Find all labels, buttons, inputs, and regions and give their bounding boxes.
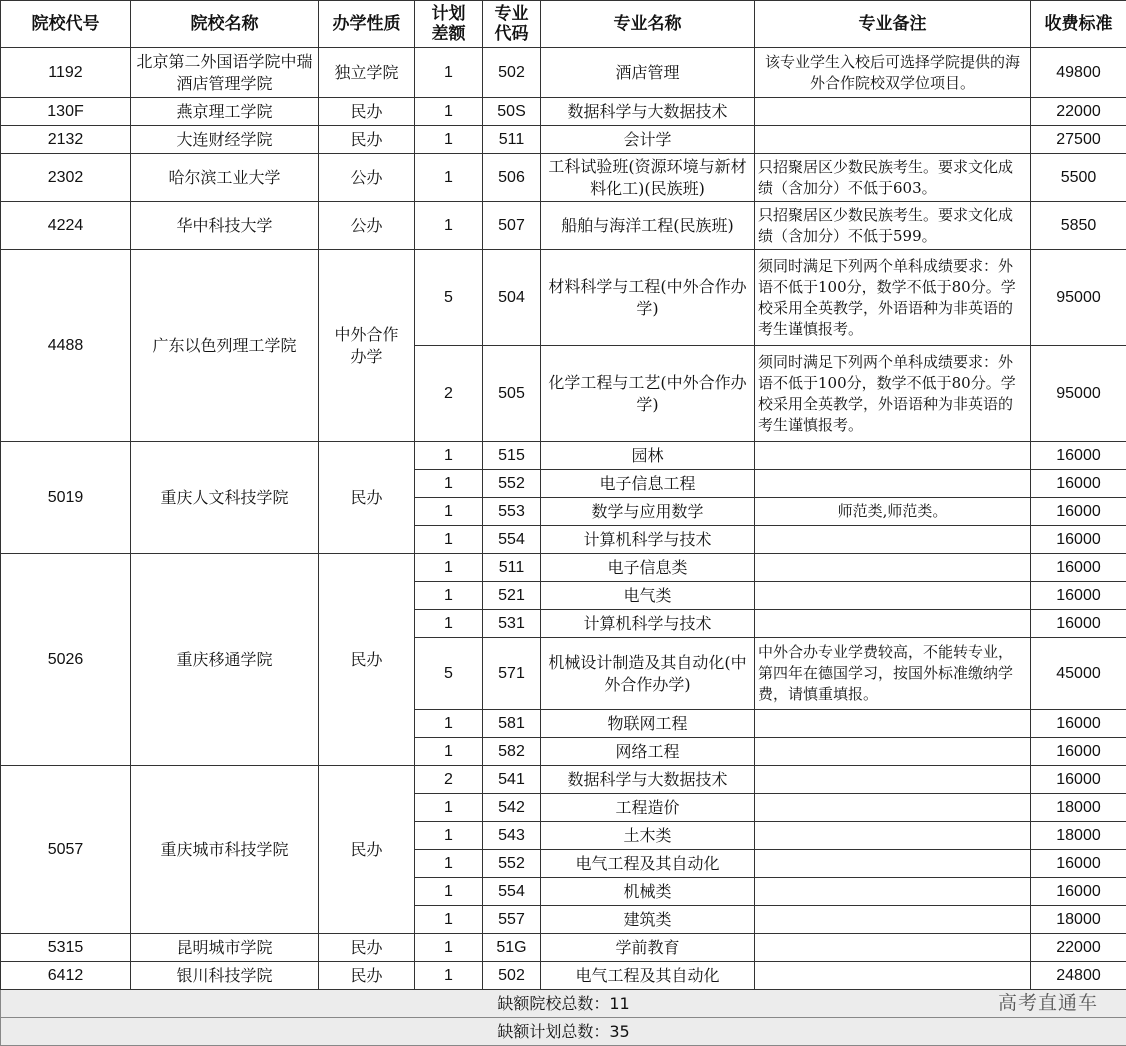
major-note [755, 126, 1031, 154]
major-code: 511 [483, 126, 541, 154]
fee: 16000 [1031, 850, 1126, 878]
major-code: 557 [483, 906, 541, 934]
school-name: 昆明城市学院 [131, 934, 319, 962]
major-note: 只招聚居区少数民族考生。要求文化成绩（含加分）不低于603。 [755, 154, 1031, 202]
total-schools: 缺额院校总数：11 [1, 990, 1126, 1018]
major-name: 化学工程与工艺(中外合作办学) [541, 346, 755, 442]
fee: 95000 [1031, 346, 1126, 442]
major-code: 502 [483, 48, 541, 98]
table-row [1, 766, 1126, 794]
major-code: 542 [483, 794, 541, 822]
plan-gap: 1 [415, 442, 483, 470]
school-name: 重庆人文科技学院 [131, 442, 319, 554]
major-code: 553 [483, 498, 541, 526]
major-code: 505 [483, 346, 541, 442]
major-code: 502 [483, 962, 541, 990]
school-nature: 独立学院 [319, 48, 415, 98]
school-nature: 公办 [319, 154, 415, 202]
school-nature: 民办 [319, 962, 415, 990]
school-name: 哈尔滨工业大学 [131, 154, 319, 202]
school-code: 5019 [1, 442, 131, 554]
major-name: 数据科学与大数据技术 [541, 98, 755, 126]
major-name: 计算机科学与技术 [541, 610, 755, 638]
school-name: 重庆移通学院 [131, 554, 319, 766]
major-name: 工程造价 [541, 794, 755, 822]
major-code: 552 [483, 850, 541, 878]
plan-gap: 1 [415, 934, 483, 962]
fee: 95000 [1031, 250, 1126, 346]
major-name: 电气工程及其自动化 [541, 850, 755, 878]
fee: 5500 [1031, 154, 1126, 202]
major-name: 园林 [541, 442, 755, 470]
plan-gap: 1 [415, 878, 483, 906]
major-note [755, 738, 1031, 766]
table-row [1, 962, 1126, 990]
major-code: 515 [483, 442, 541, 470]
major-code: 506 [483, 154, 541, 202]
major-name: 电气类 [541, 582, 755, 610]
plan-gap: 1 [415, 98, 483, 126]
col-header-fee: 收费标准 [1031, 1, 1126, 48]
major-name: 网络工程 [541, 738, 755, 766]
fee: 16000 [1031, 610, 1126, 638]
plan-gap: 1 [415, 710, 483, 738]
fee: 16000 [1031, 766, 1126, 794]
major-name: 计算机科学与技术 [541, 526, 755, 554]
watermark: 高考直通车 [998, 988, 1098, 1015]
major-name: 船舶与海洋工程(民族班) [541, 202, 755, 250]
major-note [755, 878, 1031, 906]
school-name: 重庆城市科技学院 [131, 766, 319, 934]
school-nature: 民办 [319, 934, 415, 962]
fee: 16000 [1031, 878, 1126, 906]
plan-gap: 1 [415, 822, 483, 850]
fee: 16000 [1031, 442, 1126, 470]
major-note [755, 906, 1031, 934]
major-note [755, 554, 1031, 582]
total-plans: 缺额计划总数：35 [1, 1018, 1126, 1046]
school-code: 2132 [1, 126, 131, 154]
fee: 16000 [1031, 710, 1126, 738]
major-name: 机械类 [541, 878, 755, 906]
major-name: 会计学 [541, 126, 755, 154]
plan-gap: 1 [415, 962, 483, 990]
plan-gap: 1 [415, 154, 483, 202]
major-name: 机械设计制造及其自动化(中外合作办学) [541, 638, 755, 710]
major-name: 土木类 [541, 822, 755, 850]
major-note [755, 934, 1031, 962]
fee: 16000 [1031, 526, 1126, 554]
major-name: 建筑类 [541, 906, 755, 934]
major-note: 只招聚居区少数民族考生。要求文化成绩（含加分）不低于599。 [755, 202, 1031, 250]
col-header-major-code: 专业代码 [483, 1, 541, 48]
school-name: 银川科技学院 [131, 962, 319, 990]
school-nature: 民办 [319, 766, 415, 934]
plan-gap: 1 [415, 906, 483, 934]
fee: 5850 [1031, 202, 1126, 250]
school-nature: 中外合作办学 [319, 250, 415, 442]
school-code: 1192 [1, 48, 131, 98]
major-name: 学前教育 [541, 934, 755, 962]
major-note: 须同时满足下列两个单科成绩要求：外语不低于100分，数学不低于80分。学校采用全英教学，外语语种为非英语的考生谨慎报考。 [755, 346, 1031, 442]
major-note [755, 98, 1031, 126]
footer-row [1, 990, 1126, 1018]
major-name: 材料科学与工程(中外合作办学) [541, 250, 755, 346]
plan-gap: 1 [415, 498, 483, 526]
school-name: 燕京理工学院 [131, 98, 319, 126]
major-code: 541 [483, 766, 541, 794]
school-name: 华中科技大学 [131, 202, 319, 250]
col-header-school-code: 院校代号 [1, 1, 131, 48]
major-name: 物联网工程 [541, 710, 755, 738]
major-note [755, 850, 1031, 878]
major-code: 511 [483, 554, 541, 582]
table-row [1, 98, 1126, 126]
major-note [755, 710, 1031, 738]
major-name: 电子信息类 [541, 554, 755, 582]
fee: 45000 [1031, 638, 1126, 710]
major-code: 50S [483, 98, 541, 126]
major-name: 数据科学与大数据技术 [541, 766, 755, 794]
plan-gap: 1 [415, 610, 483, 638]
major-code: 581 [483, 710, 541, 738]
plan-gap: 2 [415, 766, 483, 794]
school-code: 6412 [1, 962, 131, 990]
major-note [755, 962, 1031, 990]
footer-row [1, 1018, 1126, 1046]
plan-gap: 2 [415, 346, 483, 442]
plan-gap: 1 [415, 554, 483, 582]
header-row [1, 1, 1126, 48]
major-code: 582 [483, 738, 541, 766]
school-name: 北京第二外国语学院中瑞酒店管理学院 [131, 48, 319, 98]
table-row [1, 250, 1126, 346]
plan-gap: 1 [415, 850, 483, 878]
school-nature: 公办 [319, 202, 415, 250]
major-code: 554 [483, 878, 541, 906]
major-code: 521 [483, 582, 541, 610]
major-note [755, 822, 1031, 850]
plan-gap: 1 [415, 202, 483, 250]
school-code: 5026 [1, 554, 131, 766]
major-note [755, 470, 1031, 498]
table-row [1, 126, 1126, 154]
plan-gap: 1 [415, 582, 483, 610]
major-note: 该专业学生入校后可选择学院提供的海外合作院校双学位项目。 [755, 48, 1031, 98]
col-header-plan-gap: 计划差额 [415, 1, 483, 48]
fee: 22000 [1031, 98, 1126, 126]
school-code: 5315 [1, 934, 131, 962]
school-nature: 民办 [319, 98, 415, 126]
fee: 16000 [1031, 582, 1126, 610]
fee: 18000 [1031, 794, 1126, 822]
fee: 18000 [1031, 906, 1126, 934]
major-name: 工科试验班(资源环境与新材料化工)(民族班) [541, 154, 755, 202]
major-code: 531 [483, 610, 541, 638]
table-row [1, 48, 1126, 98]
major-note: 须同时满足下列两个单科成绩要求：外语不低于100分，数学不低于80分。学校采用全英教学，外语语种为非英语的考生谨慎报考。 [755, 250, 1031, 346]
plan-gap: 1 [415, 794, 483, 822]
major-note: 师范类,师范类。 [755, 498, 1031, 526]
school-code: 2302 [1, 154, 131, 202]
major-name: 数学与应用数学 [541, 498, 755, 526]
plan-gap: 1 [415, 126, 483, 154]
major-code: 552 [483, 470, 541, 498]
major-code: 51G [483, 934, 541, 962]
col-header-school-name: 院校名称 [131, 1, 319, 48]
fee: 27500 [1031, 126, 1126, 154]
table-row [1, 202, 1126, 250]
major-code: 543 [483, 822, 541, 850]
table-row [1, 554, 1126, 582]
fee: 16000 [1031, 738, 1126, 766]
major-note: 中外合办专业学费较高，不能转专业，第四年在德国学习，按国外标准缴纳学费，请慎重填报。 [755, 638, 1031, 710]
major-note [755, 610, 1031, 638]
plan-gap: 5 [415, 638, 483, 710]
major-note [755, 526, 1031, 554]
major-note [755, 794, 1031, 822]
major-name: 酒店管理 [541, 48, 755, 98]
fee: 22000 [1031, 934, 1126, 962]
plan-gap: 1 [415, 48, 483, 98]
fee: 24800 [1031, 962, 1126, 990]
school-code: 4224 [1, 202, 131, 250]
school-name: 大连财经学院 [131, 126, 319, 154]
table-row [1, 442, 1126, 470]
school-name: 广东以色列理工学院 [131, 250, 319, 442]
fee: 49800 [1031, 48, 1126, 98]
table-row [1, 154, 1126, 202]
col-header-nature: 办学性质 [319, 1, 415, 48]
plan-gap: 1 [415, 470, 483, 498]
plan-gap: 1 [415, 526, 483, 554]
major-note [755, 766, 1031, 794]
major-note [755, 582, 1031, 610]
school-nature: 民办 [319, 126, 415, 154]
fee: 18000 [1031, 822, 1126, 850]
major-code: 507 [483, 202, 541, 250]
col-header-major-name: 专业名称 [541, 1, 755, 48]
fee: 16000 [1031, 554, 1126, 582]
major-name: 电气工程及其自动化 [541, 962, 755, 990]
major-code: 554 [483, 526, 541, 554]
major-note [755, 442, 1031, 470]
plan-gap: 5 [415, 250, 483, 346]
col-header-major-note: 专业备注 [755, 1, 1031, 48]
table-row [1, 934, 1126, 962]
plan-gap: 1 [415, 738, 483, 766]
school-code: 130F [1, 98, 131, 126]
major-code: 571 [483, 638, 541, 710]
major-name: 电子信息工程 [541, 470, 755, 498]
major-code: 504 [483, 250, 541, 346]
fee: 16000 [1031, 470, 1126, 498]
school-nature: 民办 [319, 442, 415, 554]
school-code: 5057 [1, 766, 131, 934]
school-nature: 民办 [319, 554, 415, 766]
school-code: 4488 [1, 250, 131, 442]
fee: 16000 [1031, 498, 1126, 526]
